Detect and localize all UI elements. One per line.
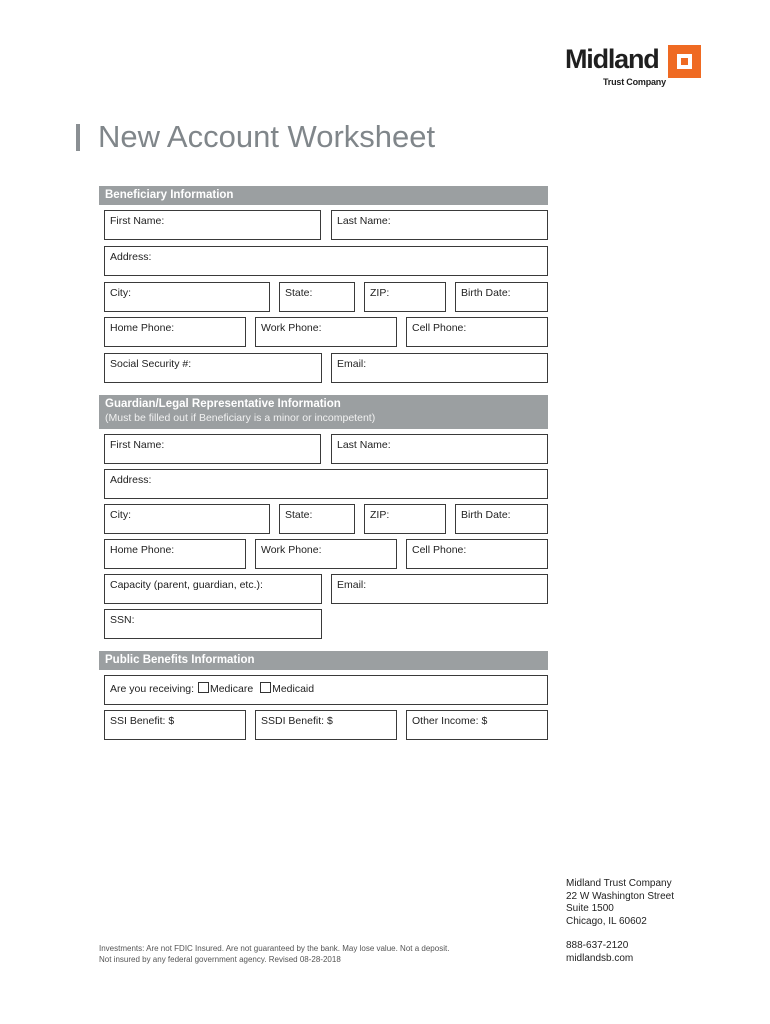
beneficiary-email-field[interactable] [331,353,548,383]
guardian-zip-field[interactable] [364,504,446,534]
other-income-field[interactable] [406,710,548,740]
guardian-birth-date-field[interactable] [455,504,548,534]
guardian-work-phone-field[interactable] [255,539,397,569]
logo-square-icon [668,45,701,78]
company-name: Midland Trust Company [566,878,672,889]
field-label: Work Phone: [261,322,322,334]
field-label: State: [285,509,313,521]
field-label: Home Phone: [110,544,175,556]
beneficiary-work-phone-field[interactable] [255,317,397,347]
page-title: New Account Worksheet [98,119,436,154]
field-label: First Name: [110,215,165,227]
beneficiary-zip-field[interactable] [364,282,446,312]
beneficiary-cell-phone-field[interactable] [406,317,548,347]
beneficiary-ssn-field[interactable] [104,353,322,383]
company-phone[interactable]: 888-637-2120 [566,940,629,951]
field-label: City: [110,509,131,521]
medicare-label: Medicare [209,683,254,695]
section-header-guardian [99,395,548,429]
company-suite: Suite 1500 [566,903,614,914]
disclaimer [99,943,449,965]
field-label: State: [285,287,313,299]
field-label: Cell Phone: [412,322,467,334]
field-label: Cell Phone: [412,544,467,556]
field-label: Birth Date: [461,287,511,299]
company-contact [566,940,633,965]
section-title: Beneficiary Information [105,189,234,201]
ssdi-benefit-field[interactable] [255,710,397,740]
guardian-last-name-field[interactable] [331,434,548,464]
medicaid-checkbox[interactable] [260,682,271,693]
beneficiary-first-name-field[interactable] [104,210,321,240]
field-label: ZIP: [370,509,390,521]
field-label: ZIP: [370,287,390,299]
ssi-benefit-field[interactable] [104,710,246,740]
field-label: SSI Benefit: $ [110,715,175,727]
field-label: Address: [110,474,152,486]
beneficiary-city-field[interactable] [104,282,270,312]
field-label: Last Name: [337,215,391,227]
field-label: City: [110,287,131,299]
company-city: Chicago, IL 60602 [566,915,647,927]
guardian-email-field[interactable] [331,574,548,604]
guardian-first-name-field[interactable] [104,434,321,464]
field-label: SSDI Benefit: $ [261,715,333,727]
beneficiary-state-field[interactable] [279,282,355,312]
section-subtitle: (Must be filled out if Beneficiary is a minor or incompetent) [105,412,376,424]
field-label: Capacity (parent, guardian, etc.): [110,579,263,591]
guardian-cell-phone-field[interactable] [406,539,548,569]
field-label: Email: [337,358,367,370]
field-label: Last Name: [337,439,391,451]
disclaimer-line-1: Investments: Are not FDIC Insured. Are not guaranteed by the bank. May lose value. Not a deposit. [99,944,450,953]
logo-wordmark: Midland [565,44,659,74]
benefits-receiving-row [104,675,548,705]
company-website[interactable]: midlandsb.com [566,952,634,964]
field-label: Email: [337,579,367,591]
guardian-capacity-field[interactable] [104,574,322,604]
guardian-home-phone-field[interactable] [104,539,246,569]
guardian-state-field[interactable] [279,504,355,534]
guardian-ssn-field[interactable] [104,609,322,639]
beneficiary-last-name-field[interactable] [331,210,548,240]
field-label: SSN: [110,614,135,626]
medicare-checkbox[interactable] [198,682,209,693]
field-label: Home Phone: [110,322,175,334]
disclaimer-line-2: Not insured by any federal government agency. Revised 08-28-2018 [99,955,341,964]
title-accent-bar [76,124,80,151]
guardian-city-field[interactable] [104,504,270,534]
field-label: Address: [110,251,152,263]
company-address [566,878,674,928]
section-title: Guardian/Legal Representative Information [105,398,341,410]
medicaid-label: Medicaid [272,683,315,695]
beneficiary-birth-date-field[interactable] [455,282,548,312]
beneficiary-address-field[interactable] [104,246,548,276]
field-label: Birth Date: [461,509,511,521]
field-label: Other Income: $ [412,715,488,727]
beneficiary-home-phone-field[interactable] [104,317,246,347]
company-street: 22 W Washington Street [566,890,675,902]
section-header-benefits [99,651,548,670]
field-label: Social Security #: [110,358,192,370]
guardian-address-field[interactable] [104,469,548,499]
section-header-beneficiary [99,186,548,205]
receiving-label: Are you receiving: [110,683,195,695]
field-label: First Name: [110,439,165,451]
logo-subtitle: Trust Company [603,77,666,87]
section-title: Public Benefits Information [105,654,255,666]
field-label: Work Phone: [261,544,322,556]
